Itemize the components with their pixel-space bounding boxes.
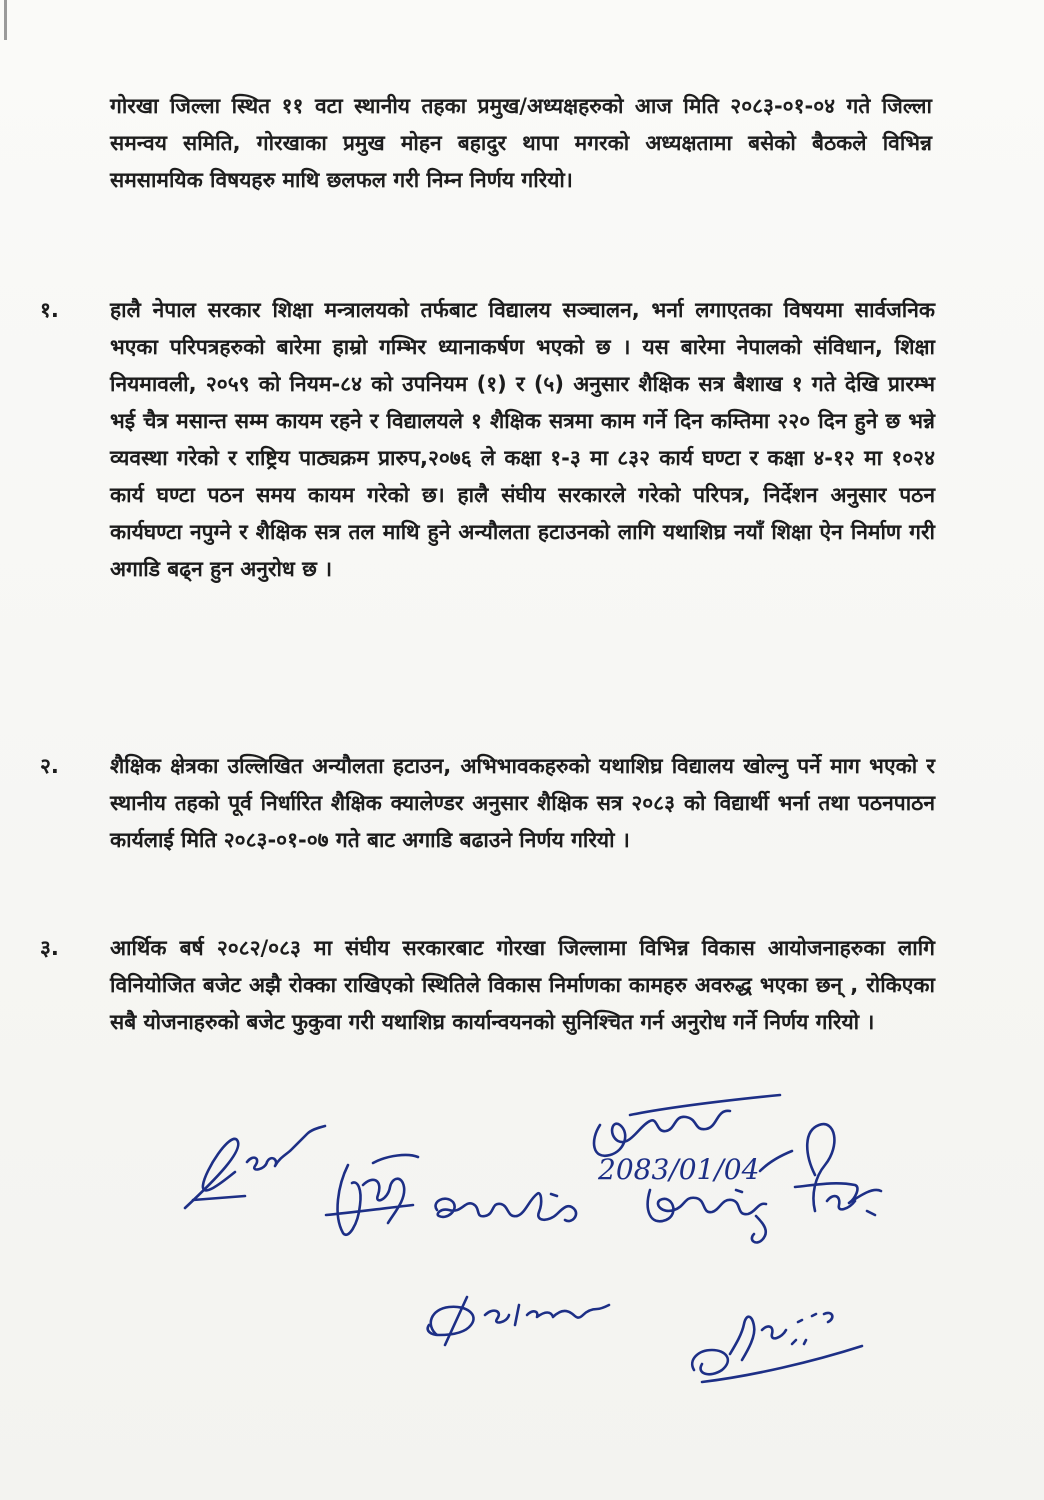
intro-paragraph: गोरखा जिल्ला स्थित ११ वटा स्थानीय तहका प्रमुख/अध्यक्षहरुको आज मिति २०८३-०१-०४ गते जिल्ला समन्वय समिति, गोरखाका प्रमुख मोहन बहादुर थापा मगरको अध्यक्षतामा बसेको बैठकले विभिन्न समसामयिक विषयहरु माथि छलफल गरी निम्न निर्णय गरियो। [110,94,932,192]
item-text: आर्थिक बर्ष २०८२/०८३ मा संघीय सरकारबाट गोरखा जिल्लामा विभिन्न विकास आयोजनाहरुका लागि विनियोजित बजेट अझै रोक्का राखिएको स्थितिले विकास निर्माणका कामहरु अवरुद्ध भएका छन् , रोकिएका सबै योजनाहरुको बजेट फुकुवा गरी यथाशिघ्र कार्यान्वयनको सुनिश्चित गर्न अनुरोध गर्ने निर्णय गरियो । [110,936,935,1034]
signature-5 [640,1170,800,1250]
item-number: २. [40,754,59,778]
signature-1 [175,1110,335,1220]
decision-item-3 [40,930,935,1090]
signature-date: 2083/01/04 [598,1153,760,1186]
item-text: हालै नेपाल सरकार शिक्षा मन्त्रालयको तर्फबाट विद्यालय सञ्चालन, भर्ना लगाएतका विषयमा सार्वजनिक भएका परिपत्रहरुको बारेमा हाम्रो गम्भिर ध्यानाकर्षण भएको छ । यस बारेमा नेपालको संविधान, शिक्षा नियमावली, २०५९ को नियम-८४ को उपनियम (१) र (५) अनुसार शैक्षिक सत्र बैशाख १ गते देखि प्रारम्भ भई चैत्र मसान्त सम्म कायम रहने र विद्यालयले १ शैक्षिक सत्रमा काम गर्ने दिन कम्तिमा २२० दिन हुने छ भन्ने व्यवस्था गरेको र राष्ट्रिय पाठ्यक्रम प्रारुप,२०७६ ले कक्षा १-३ मा ८३२ कार्य घण्टा र कक्षा ४-१२ मा १०२४ कार्य घण्टा पठन समय कायम गरेको छ। हालै संघीय सरकारले गरेको परिपत्र, निर्देशन अनुसार पठन कार्यघण्टा नपुग्ने र शैक्षिक सत्र तल माथि हुने अन्यौलता हटाउनको लागि यथाशिघ्र नयाँ शिक्षा ऐन निर्माण गरी अगाडि बढ्न हुन अनुरोध छ । [110,298,935,581]
item-number: ३. [40,936,59,960]
item-text: शैक्षिक क्षेत्रका उल्लिखित अन्यौलता हटाउन, अभिभावकहरुको यथाशिघ्र विद्यालय खोल्नु पर्ने माग भएको र स्थानीय तहको पूर्व निर्धारित शैक्षिक क्यालेण्डर अनुसार शैक्षिक सत्र २०८३ को विद्यार्थी भर्ना तथा पठनपाठन कार्यलाई मिति २०८३-०१-०७ गते बाट अगाडि बढाउने निर्णय गरियो । [110,754,935,852]
signature-2 [318,1145,428,1245]
page-edge-mark [4,0,7,40]
decision-item-2 [40,748,935,908]
signature-6 [785,1115,895,1235]
signature-7 [415,1285,625,1355]
item-number: १. [40,298,59,322]
signature-8 [682,1300,872,1390]
decision-item-1 [40,292,935,742]
